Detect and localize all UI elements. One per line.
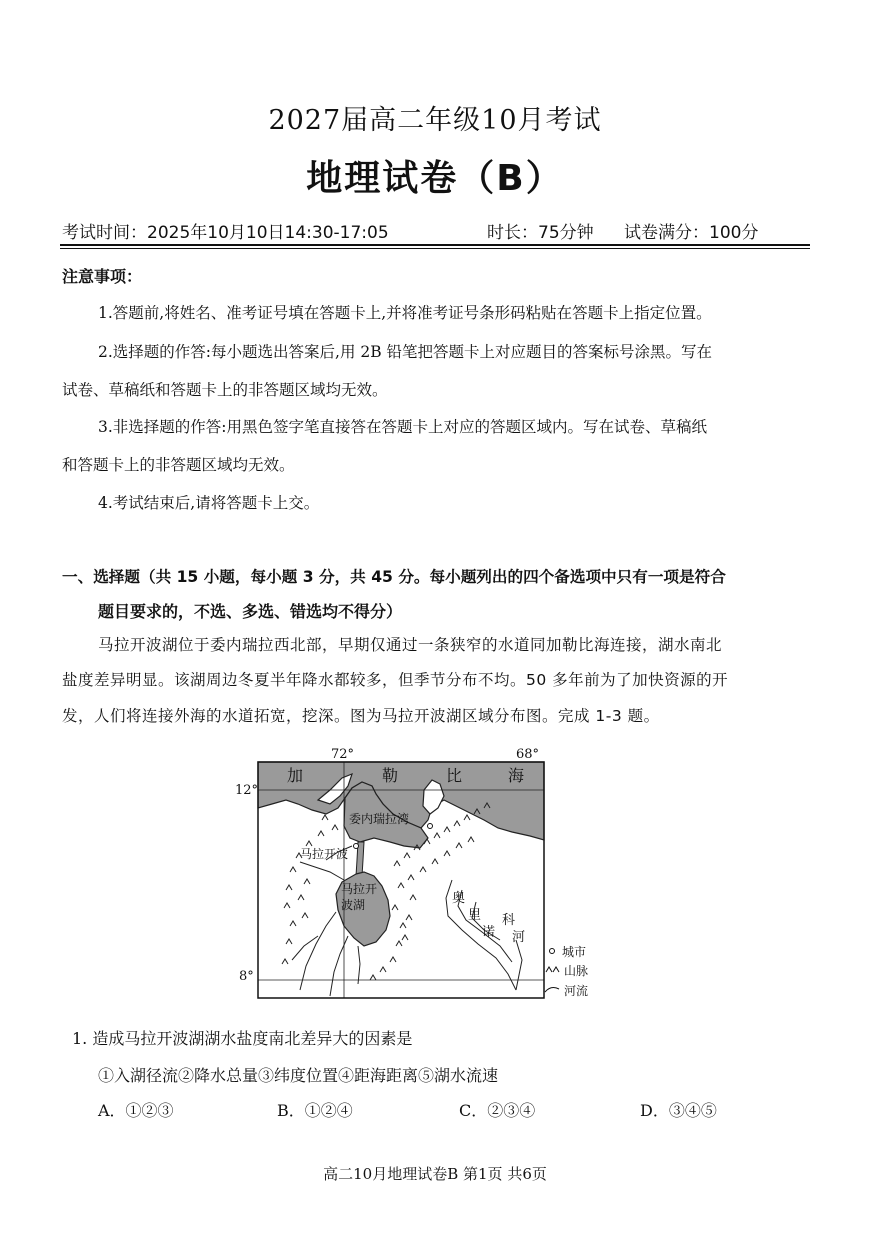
sea-char-1: 加 [287,766,304,785]
lon-label-72: 72° [331,747,355,762]
passage-line-2: 盐度差异明显。该湖周边冬夏半年降水都较多，但季节分布不均。50 多年前为了加快资源的开 [62,671,729,689]
question1-factors: ①入湖径流②降水总量③纬度位置④距海距离⑤湖水流速 [98,1066,499,1085]
rivers [292,846,522,996]
map-legend [545,945,588,998]
notice-line-5: 和答题卡上的非答题区域均无效。 [62,456,295,474]
lake-label-line2: 波湖 [341,898,366,912]
sea-char-2: 勒 [382,766,399,785]
sea-char-3: 比 [446,766,463,785]
section1-heading-line1: 一、选择题（共 15 小题，每小题 3 分，共 45 分。每小题列出的四个备选项中只有一项是符合 [62,568,726,586]
maracaibo-region-map [226,740,606,1010]
notice-line-2: 2.选择题的作答:每小题选出答案后,用 2B 铅笔把答题卡上对应题目的答案标号涂黑。写在 [98,343,713,361]
header-rule-thin [60,248,810,249]
lat-label-12: 12° [235,783,259,798]
river-char-4: 科 [502,913,516,928]
exam-time: 考试时间：2025年10月10日14:30-17:05 [62,223,389,243]
river-char-2: 里 [468,908,482,923]
question1-option-a[interactable]: A．①②③ [98,1101,174,1120]
notice-line-4: 3.非选择题的作答:用黑色签字笔直接答在答题卡上对应的答题区域内。写在试卷、草稿纸 [98,418,708,436]
river-char-3: 诺 [482,925,496,940]
exam-duration: 时长：75分钟 [487,223,594,243]
section1-heading-line2: 题目要求的，不选、多选、错选均不得分） [98,602,403,621]
question1-option-d[interactable]: D．③④⑤ [640,1101,717,1120]
passage-line-1: 马拉开波湖位于委内瑞拉西北部，早期仅通过一条狭窄的水道同加勒比海连接，湖水南北 [98,636,723,654]
legend-city-label: 城市 [562,945,587,959]
passage-line-3: 发，人们将连接外海的水道拓宽，挖深。图为马拉开波湖区域分布图。完成 1-3 题。 [62,707,660,725]
exam-full-score: 试卷满分：100分 [624,223,759,243]
lon-label-68: 68° [516,747,540,762]
gulf-label: 委内瑞拉湾 [349,812,410,826]
river-char-5: 河 [512,930,526,945]
sea-char-4: 海 [508,766,525,785]
legend-river-icon [545,988,559,992]
notice-heading: 注意事项： [62,267,143,286]
legend-mountain-icon [546,967,559,972]
question1-option-c[interactable]: C．②③④ [459,1101,536,1120]
city-maracaibo [354,844,359,849]
exam-subtitle: 地理试卷（B） [306,158,564,199]
notice-line-1: 1.答题前,将姓名、准考证号填在答题卡上,并将准考证号条形码粘贴在答题卡上指定位置。 [98,304,712,322]
exam-title: 2027届高二年级10月考试 [268,105,602,136]
header-rule-thick [60,244,810,246]
city-label-maracaibo: 马拉开波 [300,847,349,861]
legend-mountain-label: 山脉 [564,964,589,978]
legend-river-label: 河流 [564,984,589,998]
lat-label-8: 8° [239,969,254,984]
legend-city-icon [550,949,555,954]
question1-stem: 1. 造成马拉开波湖湖水盐度南北差异大的因素是 [72,1029,413,1048]
lake-label-line1: 马拉开 [341,882,378,896]
city-coro [428,824,433,829]
notice-line-3: 试卷、草稿纸和答题卡上的非答题区域均无效。 [62,381,388,399]
page-footer: 高二10月地理试卷B 第1页 共6页 [323,1165,547,1183]
question1-option-b[interactable]: B．①②④ [277,1101,353,1120]
notice-line-6: 4.考试结束后,请将答题卡上交。 [98,494,320,512]
river-char-1: 奥 [452,891,466,906]
